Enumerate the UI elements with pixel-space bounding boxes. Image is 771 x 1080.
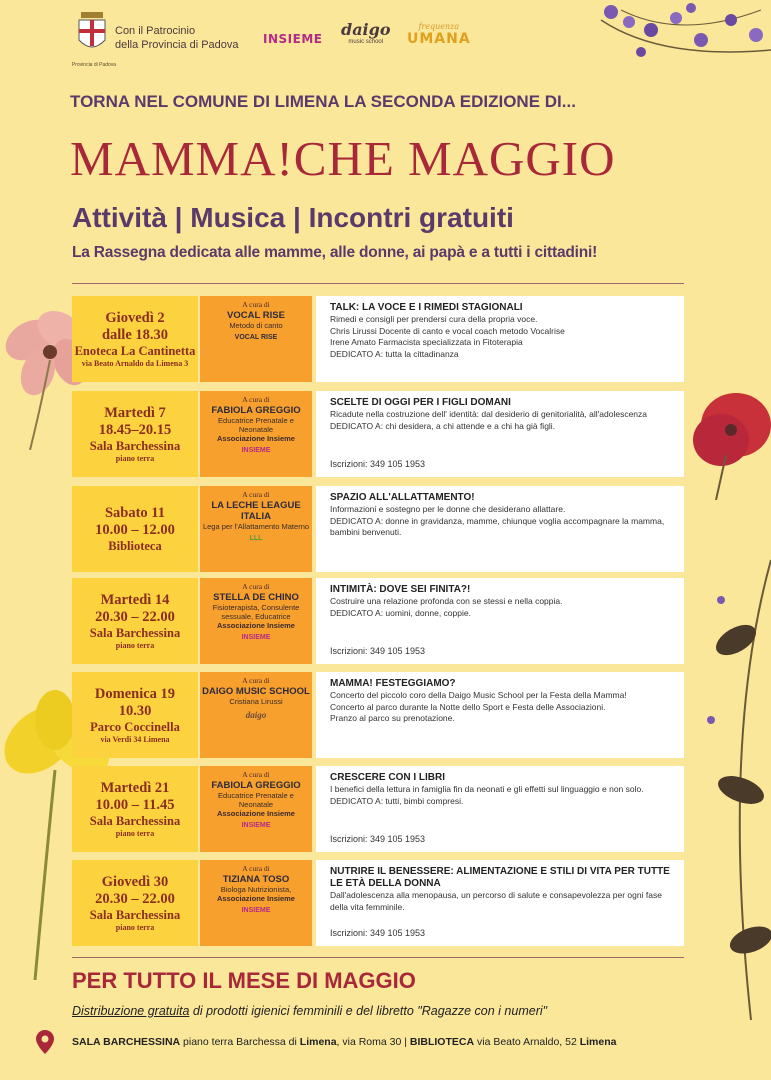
- sponsor-header: [71, 10, 525, 72]
- event-description-line: I benefici della lettura in famiglia fin da neonati e gli effetti sul linguaggio e non solo.: [330, 784, 644, 794]
- event-organizer-box: [200, 391, 312, 477]
- organizer-name: FABIOLA GREGGIO: [211, 405, 301, 416]
- event-row: [72, 391, 684, 477]
- event-details-box: [316, 578, 684, 664]
- event-date-line: Giovedì 30: [101, 873, 169, 890]
- event-heading: CRESCERE CON I LIBRI: [330, 772, 446, 783]
- event-date-line: via Beato Arnaldo da Limena 3: [81, 358, 189, 368]
- event-date-box: [72, 766, 198, 852]
- address-line: [72, 1036, 616, 1048]
- address-text-2: via Beato Arnaldo, 52: [474, 1036, 580, 1048]
- event-organizer-box: [200, 766, 312, 852]
- event-details-box: [316, 296, 684, 382]
- event-organizer-box: [200, 578, 312, 664]
- curated-by-label: A cura di: [242, 676, 270, 685]
- event-details-box: [316, 672, 684, 758]
- event-details-box: [316, 860, 684, 946]
- event-date-box: [72, 672, 198, 758]
- organizer-logo: VOCAL RISE: [234, 334, 278, 341]
- organizer-name: DAIGO MUSIC SCHOOL: [202, 686, 310, 697]
- event-date-line: Martedì 7: [104, 404, 166, 421]
- event-organizer-box: [200, 672, 312, 758]
- address-text-1-end: , via Roma 30 |: [336, 1036, 410, 1048]
- red-flower-right: [681, 380, 771, 500]
- event-date-box: [72, 860, 198, 946]
- umana-logo-text: UMANA: [407, 31, 471, 47]
- event-description-line: Concerto al parco durante la Notte dello Sport e Festa delle Associazioni.: [330, 701, 606, 712]
- event-heading: MAMMA! FESTEGGIAMO?: [330, 678, 456, 689]
- event-date-line: 20.30 – 22.00: [95, 608, 175, 625]
- all-month-heading: PER TUTTO IL MESE DI MAGGIO: [72, 968, 416, 993]
- event-title: MAMMA!CHE MAGGIO: [70, 131, 616, 186]
- event-row: [72, 578, 684, 664]
- organizer-association: Associazione Insieme: [217, 434, 295, 443]
- curated-by-label: A cura di: [242, 490, 270, 499]
- event-heading: INTIMITÀ: DOVE SEI FINITA?!: [330, 584, 471, 595]
- event-dedicated-to: DEDICATO A: tutta la cittadinanza: [330, 348, 459, 359]
- event-description-line: Informazioni e sostegno per le donne che desiderano allattare.: [330, 504, 566, 514]
- divider-bottom: [72, 957, 684, 958]
- event-heading: SPAZIO ALL'ALLATTAMENTO!: [330, 492, 475, 503]
- organizer-role: Biologa Nutrizionista,: [220, 885, 292, 894]
- divider-top: [72, 283, 684, 284]
- event-row: [72, 486, 684, 572]
- event-date-line: Sala Barchessina: [89, 907, 181, 922]
- event-organizer-box: [200, 860, 312, 946]
- organizer-name: VOCAL RISE: [227, 310, 285, 321]
- event-description-line: Irene Amato Farmacista specializzata in Fitoterapia: [330, 337, 523, 347]
- organizer-role: Educatrice Prenatale e Neonatale: [218, 416, 294, 434]
- curated-by-label: A cura di: [242, 770, 270, 779]
- event-dedicated-to: DEDICATO A: donne in gravidanza, mamme, chiunque voglia accompagnare la mamma, bambini benvenuti.: [330, 515, 665, 537]
- event-details-box: [316, 486, 684, 572]
- umana-logo-top: frequenza: [418, 22, 460, 31]
- event-description-line: Rimedi e consigli per prendersi cura della propria voce.: [330, 314, 538, 324]
- address-venue-2: BIBLIOTECA: [409, 1036, 475, 1048]
- event-heading: SCELTE DI OGGI PER I FIGLI DOMANI: [330, 397, 511, 408]
- event-description-line: Pranzo al parco su prenotazione.: [330, 713, 455, 723]
- organizer-association: Associazione Insieme: [217, 809, 295, 818]
- event-date-line: Enoteca La Cantinetta: [74, 343, 196, 358]
- event-registration-phone: Iscrizioni: 349 105 1953: [330, 928, 426, 938]
- daigo-logo-sub: music school: [348, 39, 384, 45]
- curated-by-label: A cura di: [242, 582, 270, 591]
- event-description-line: Costruire una relazione profonda con se stessi e nella coppia.: [330, 596, 563, 606]
- event-dedicated-to: DEDICATO A: chi desidera, a chi attende e a chi ha già figli.: [330, 420, 556, 431]
- curated-by-label: A cura di: [242, 864, 270, 873]
- event-date-line: Sala Barchessina: [89, 438, 181, 453]
- address-text-1: piano terra Barchessa di: [180, 1036, 300, 1048]
- event-organizer-box: [200, 486, 312, 572]
- crest-caption: Provincia di Padova: [71, 62, 117, 68]
- event-dedicated-to: DEDICATO A: uomini, donne, coppie.: [330, 607, 471, 618]
- event-registration-phone: Iscrizioni: 349 105 1953: [330, 646, 426, 656]
- organizer-role: Fisioterapista, Consulente sessuale, Educatrice: [212, 603, 300, 621]
- tagline: La Rassegna dedicata alle mamme, alle donne, ai papà e a tutti i cittadini!: [72, 244, 598, 261]
- organizer-name: FABIOLA GREGGIO: [211, 780, 301, 791]
- event-row: [72, 672, 684, 758]
- organizer-role: Metodo di canto: [229, 321, 283, 330]
- organizer-name: TIZIANA TOSO: [222, 874, 290, 885]
- event-date-line: piano terra: [115, 640, 155, 650]
- event-date-line: Martedì 14: [100, 591, 170, 608]
- frequenza-umana-logo: [407, 22, 471, 47]
- organizer-logo: daigo: [245, 710, 267, 720]
- kicker-text: TORNA NEL COMUNE DI LIMENA LA SECONDA EDIZIONE DI...: [70, 92, 576, 111]
- event-date-line: 18.45–20.15: [98, 421, 172, 438]
- organizer-logo: LLL: [249, 535, 263, 542]
- distribution-rest: di prodotti igienici femminili e del libretto "Ragazze con i numeri": [189, 1004, 548, 1018]
- organizer-logo: INSIEME: [241, 634, 271, 641]
- event-date-line: Sala Barchessina: [89, 813, 181, 828]
- event-organizer-box: [200, 296, 312, 382]
- subtitle: Attività | Musica | Incontri gratuiti: [72, 202, 514, 233]
- location-pin-icon: [36, 1030, 54, 1054]
- distribution-text: [72, 1004, 547, 1018]
- organizer-association: Associazione Insieme: [217, 894, 295, 903]
- event-description-line: Ricadute nella costruzione dell' identità: dal desiderio di genitorialità, all'adolescenza: [330, 409, 647, 419]
- daigo-logo-text: daigo: [341, 20, 391, 39]
- event-date-box: [72, 578, 198, 664]
- event-registration-phone: Iscrizioni: 349 105 1953: [330, 459, 426, 469]
- event-row: [72, 860, 684, 946]
- patronage-line-2: della Provincia di Padova: [115, 39, 239, 51]
- event-date-line: piano terra: [115, 922, 155, 932]
- organizer-logo: INSIEME: [241, 822, 271, 829]
- patronage-line-1: Con il Patrocinio: [115, 25, 196, 37]
- organizer-logo: INSIEME: [241, 447, 271, 454]
- event-description-line: Dall'adolescenza alla menopausa, un percorso di salute e consapevolezza per ogni fase della vita femminile.: [330, 890, 662, 912]
- event-date-line: via Verdi 34 Limena: [100, 734, 170, 744]
- curated-by-label: A cura di: [242, 395, 270, 404]
- organizer-role: Lega per l'Allattamento Materno: [202, 522, 310, 531]
- organizer-role: Cristiana Lirussi: [229, 697, 283, 706]
- event-date-line: piano terra: [115, 453, 155, 463]
- event-date-line: Biblioteca: [108, 538, 162, 553]
- event-description-line: Chris Lirussi Docente di canto e vocal coach metodo Vocalrise: [330, 325, 565, 336]
- event-details-box: [316, 391, 684, 477]
- event-date-box: [72, 391, 198, 477]
- dried-branch-right: [681, 540, 771, 1020]
- event-date-line: Sala Barchessina: [89, 625, 181, 640]
- event-date-line: 10.30: [118, 702, 152, 719]
- event-date-line: Parco Coccinella: [90, 719, 180, 734]
- event-heading: TALK: LA VOCE E I RIMEDI STAGIONALI: [330, 302, 523, 313]
- organizer-association: Associazione Insieme: [217, 621, 295, 630]
- event-date-line: Sabato 11: [104, 504, 166, 521]
- organizer-role: Educatrice Prenatale e Neonatale: [218, 791, 294, 809]
- event-date-line: piano terra: [115, 828, 155, 838]
- address-town-1: Limena: [299, 1036, 337, 1048]
- curated-by-label: A cura di: [242, 300, 270, 309]
- event-date-line: dalle 18.30: [101, 326, 169, 343]
- insieme-logo: INSIEME: [263, 32, 323, 46]
- event-date-line: 20.30 – 22.00: [95, 890, 175, 907]
- event-date-line: Domenica 19: [94, 685, 176, 702]
- event-row: [72, 296, 684, 382]
- province-crest-icon: [75, 10, 109, 56]
- event-registration-phone: Iscrizioni: 349 105 1953: [330, 834, 426, 844]
- address-town-2: Limena: [579, 1036, 617, 1048]
- event-dedicated-to: DEDICATO A: tutti, bimbi compresi.: [330, 795, 464, 806]
- organizer-logo: INSIEME: [241, 907, 271, 914]
- patronage-text: [115, 24, 239, 52]
- organizer-name: LA LECHE LEAGUE ITALIA: [211, 500, 301, 522]
- event-date-line: Giovedì 2: [105, 309, 165, 326]
- event-details-box: [316, 766, 684, 852]
- daigo-logo: [341, 22, 391, 46]
- address-venue-1: SALA BARCHESSINA: [72, 1036, 181, 1048]
- distribution-underlined: Distribuzione gratuita: [72, 1004, 190, 1018]
- organizer-name: STELLA DE CHINO: [213, 592, 299, 603]
- event-heading: NUTRIRE IL BENESSERE: ALIMENTAZIONE E STILI DI VITA PER TUTTE LE ETÀ DELLA DONNA: [330, 866, 670, 889]
- event-date-box: [72, 296, 198, 382]
- event-date-line: Martedì 21: [100, 779, 170, 796]
- event-date-box: [72, 486, 198, 572]
- event-date-line: 10.00 – 12.00: [95, 521, 175, 538]
- event-row: [72, 766, 684, 852]
- event-description-line: Concerto del piccolo coro della Daigo Music School per la Festa della Mamma!: [330, 690, 627, 700]
- event-date-line: 10.00 – 11.45: [95, 796, 175, 813]
